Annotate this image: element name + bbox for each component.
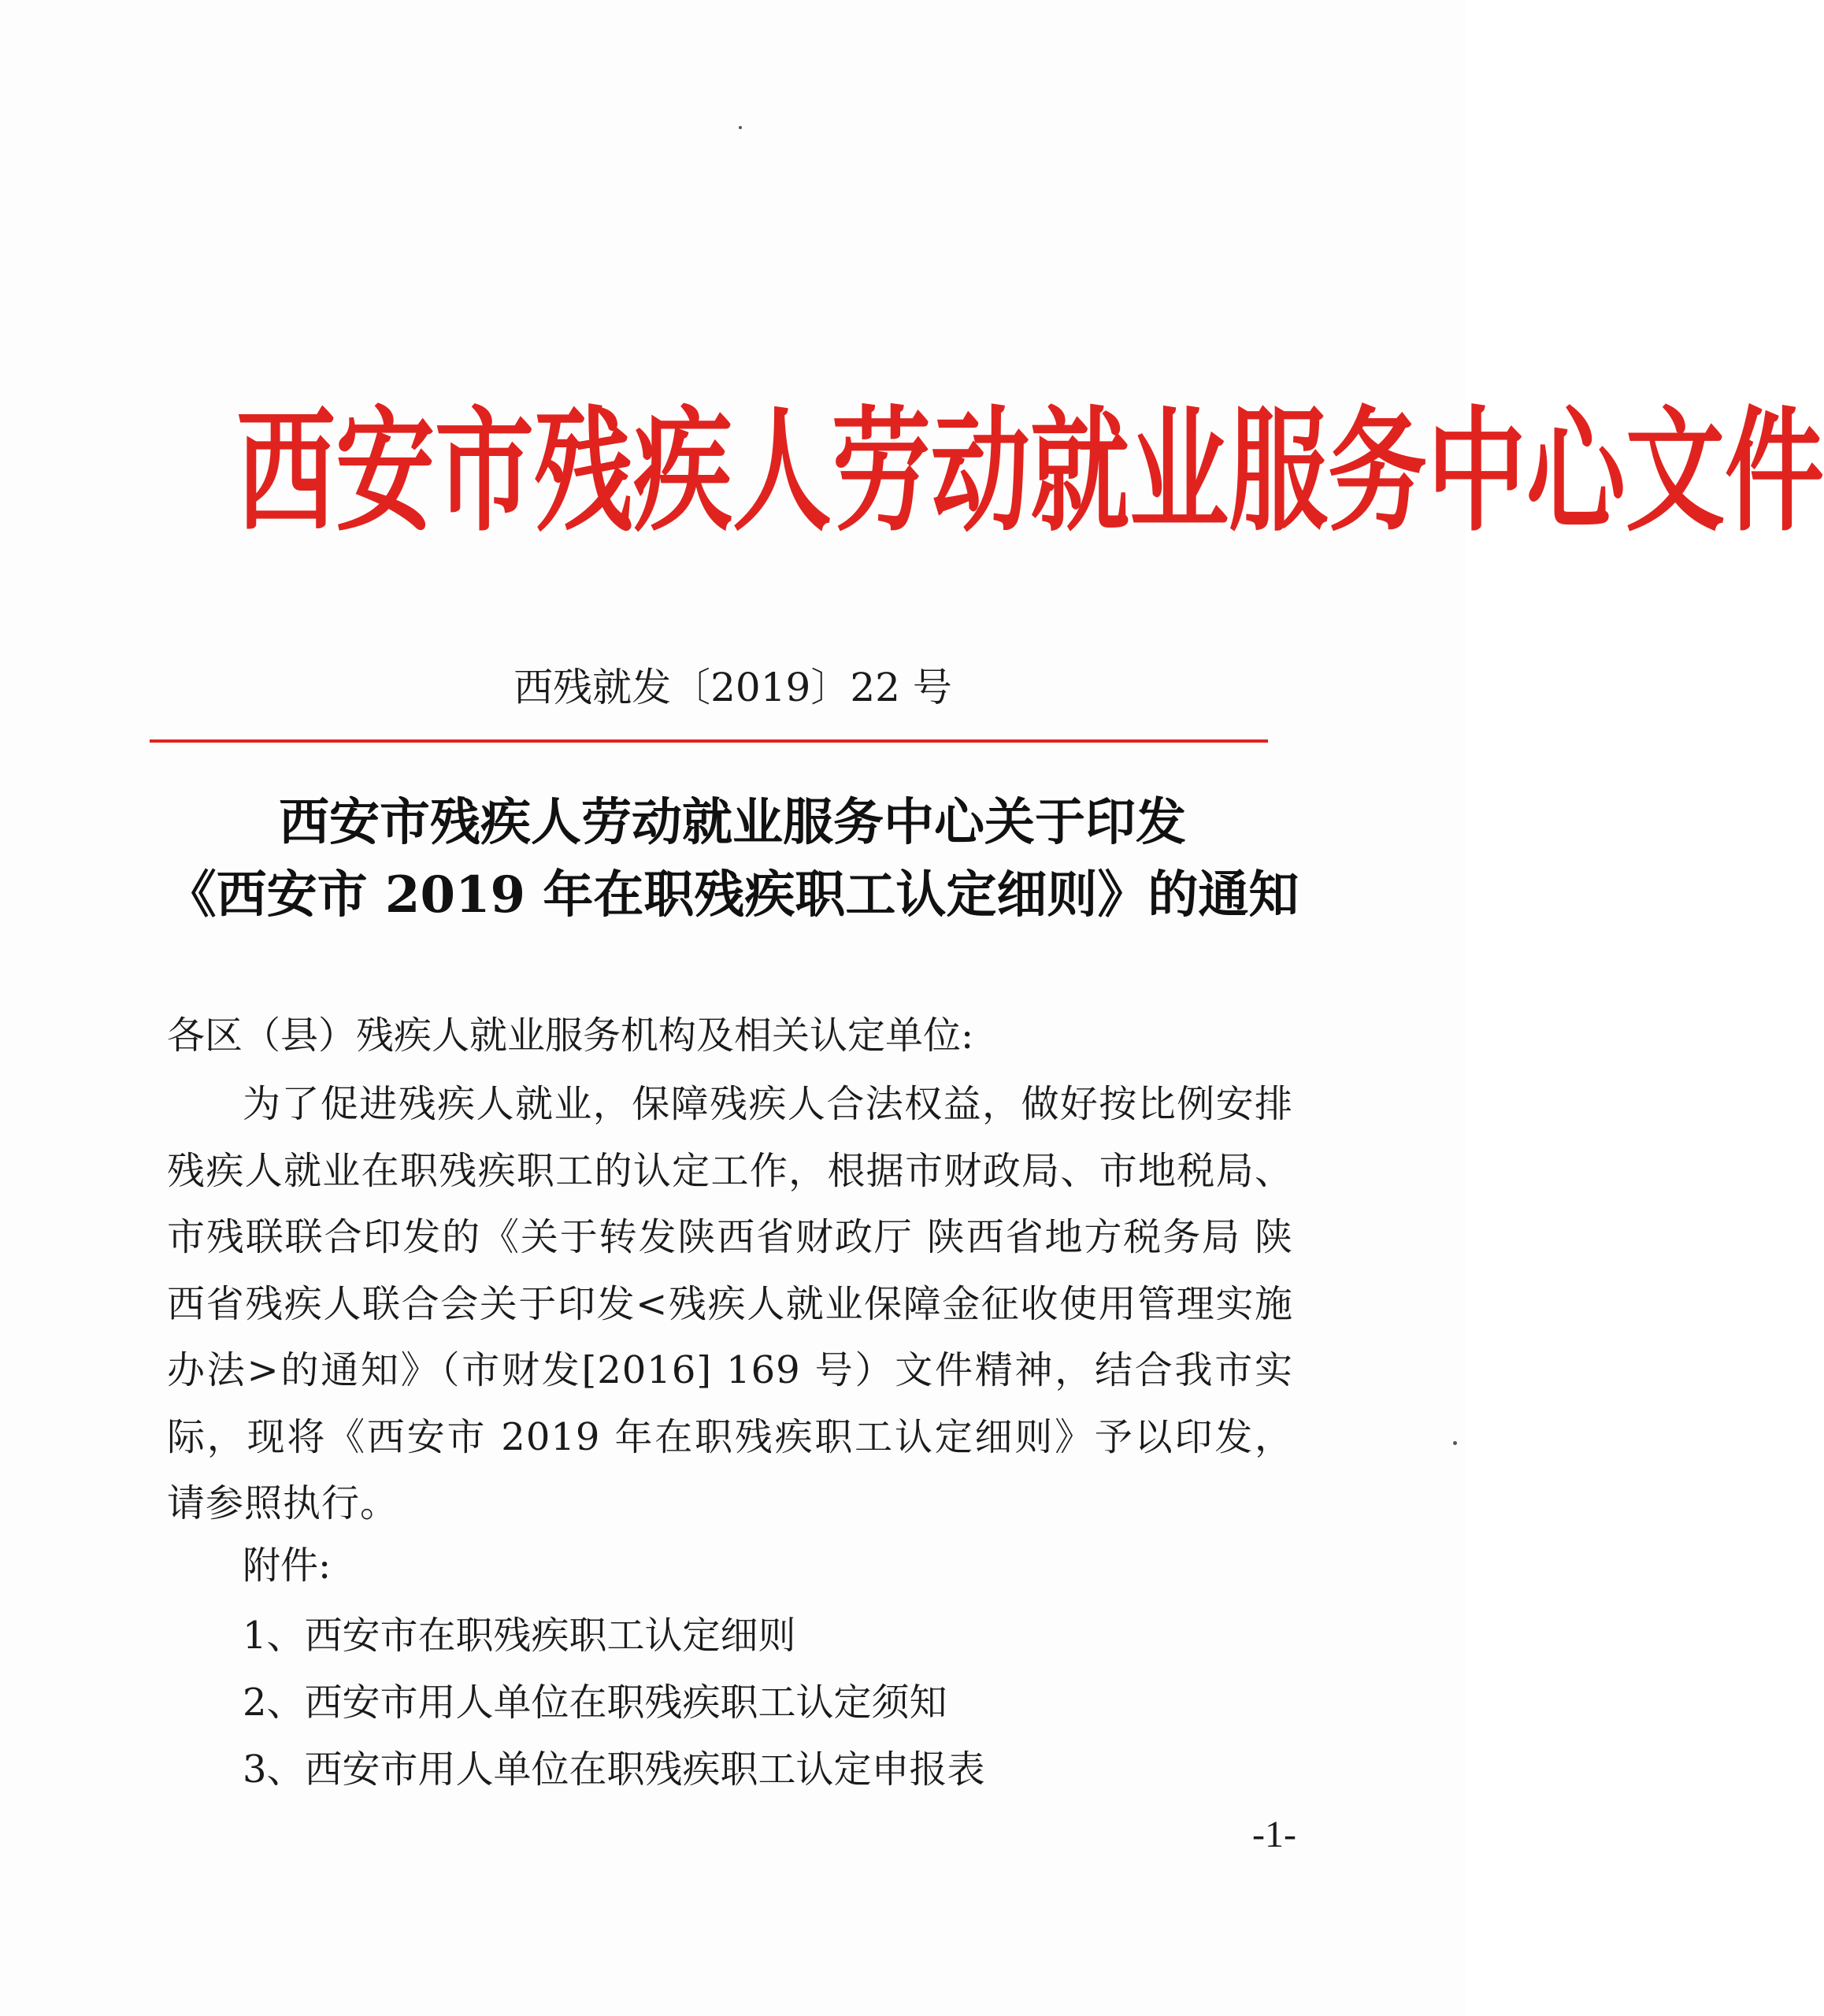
attachment-item: 3、西安市用人单位在职残疾职工认定申报表 (243, 1747, 985, 1792)
header-divider-rule (150, 739, 1268, 743)
attachments-label: 附件: (243, 1544, 332, 1588)
document-header-title: 西安市残疾人劳动就业服务中心文件 (236, 392, 1824, 550)
notice-title-line-1: 西安市残疾人劳动就业服务中心关于印发 (279, 793, 1186, 852)
attachment-item: 1、西安市在职残疾职工认定细则 (243, 1614, 796, 1658)
notice-title-line-2: 《西安市 2019 年在职残疾职工认定细则》的通知 (165, 865, 1299, 925)
scan-speck (1453, 1441, 1457, 1445)
attachment-item: 2、西安市用人单位在职残疾职工认定须知 (243, 1681, 947, 1725)
scan-speck (739, 126, 742, 129)
document-number: 西残就发〔2019〕22 号 (513, 665, 952, 710)
body-paragraph: 为了促进残疾人就业，保障残疾人合法权益，做好按比例安排残疾人就业在职残疾职工的认定工作，根据市财政局、市地税局、市残联联合印发的《关于转发陕西省财政厅 陕西省地方税务局 陕西省残疾人联合会关于印发<残疾人就业保障金征收使用管理实施办法>的通知》（市财发[2016] 169 号）文件精神，结合我市实际，现将《西安市 2019 年在职残疾职工认定细则》予以印发，请参照执行。 (167, 1082, 1293, 1525)
attachments-list (243, 1603, 985, 1803)
page-number: -1- (1252, 1814, 1296, 1855)
salutation: 各区（县）残疾人就业服务机构及相关认定单位: (167, 1014, 974, 1058)
